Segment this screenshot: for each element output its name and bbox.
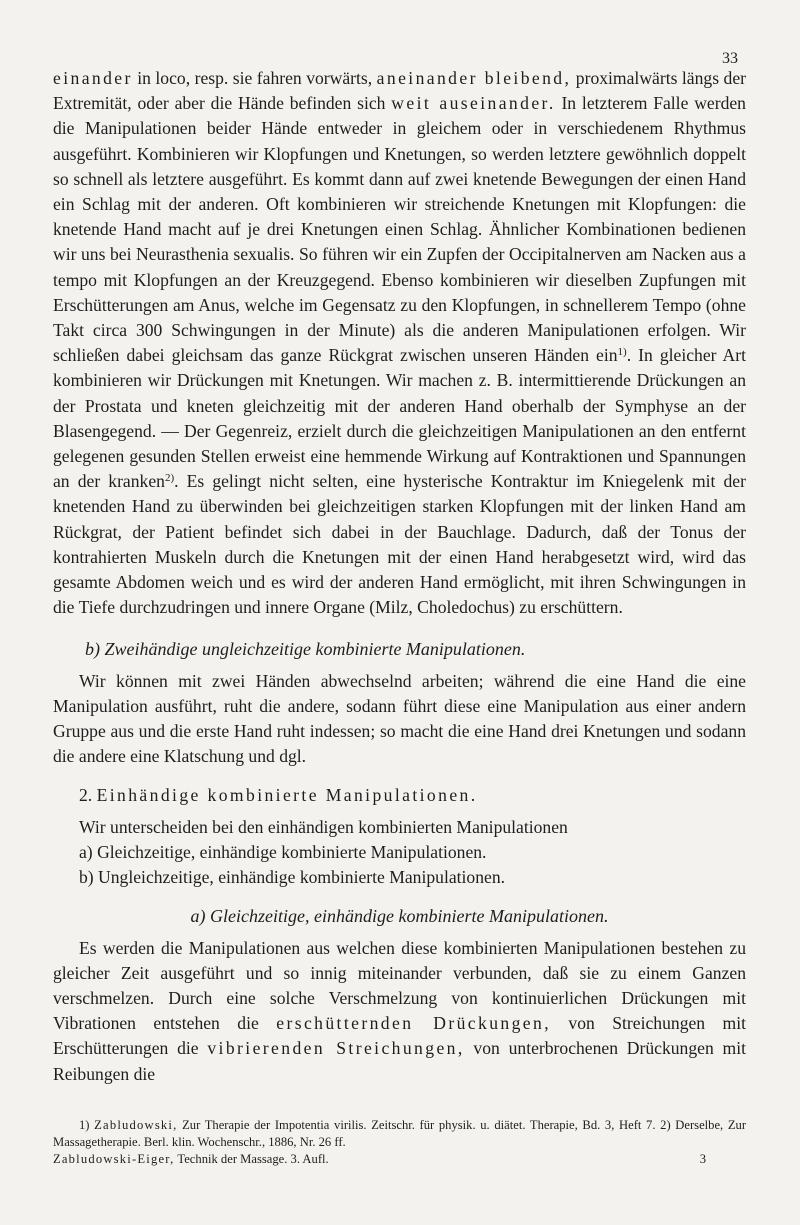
footnote-marker: 2) — [660, 1117, 671, 1132]
emphasis-text: vibrierenden Streichungen, — [207, 1038, 465, 1059]
footnote-author: Zabludowski-Eiger, — [53, 1151, 175, 1166]
body-text: von unterbrochenen Drückungen mit Reibungen die — [53, 1038, 746, 1084]
emphasis-text: erschütternden Drückungen, — [276, 1013, 551, 1034]
body-text: . In gleicher Art kombinieren wir Drückungen mit Knetungen. Wir machen z. B. intermittierende Drückungen an der Prostata und kneten gleichzeitig mit der anderen Hand oberhalb der Symphyse an der Blasengegend. — Der Gegenreiz, erzielt durch die gleichzeitigen Manipulationen an den entfernt gelegenen gesunden Stellen erweist eine hemmende Wirkung auf Kontraktionen und Spannungen an der kranken — [53, 345, 746, 492]
paragraph-1 — [53, 66, 746, 620]
list-item: b) Ungleichzeitige, einhändige kombinierte Manipulationen. — [79, 867, 506, 888]
subheading-a: a) Gleichzeitige, einhändige kombinierte Manipulationen. — [190, 906, 609, 927]
list-item: a) Gleichzeitige, einhändige kombinierte Manipulationen. — [79, 841, 487, 862]
emphasis-text: aneinander bleibend, — [376, 68, 572, 88]
footnote-ref-1[interactable]: 1) — [617, 346, 627, 359]
subheading-b: b) Zweihändige ungleichzeitige kombinierte Manipulationen. — [85, 639, 526, 660]
footnotes — [53, 1117, 746, 1168]
category-list — [53, 840, 746, 890]
footnote-marker: 1) — [79, 1117, 90, 1132]
footnote-3 — [53, 1151, 746, 1168]
emphasis-text: weit auseinander. — [391, 93, 556, 114]
footnote-author: Zabludowski, — [94, 1117, 178, 1132]
body-text: proximalwärts längs der Extremität, oder aber die Hände befinden sich — [53, 68, 746, 114]
page-body — [53, 66, 746, 1168]
section-number: 2. — [79, 785, 97, 806]
paragraph-3: Wir unterscheiden bei den einhändigen kombinierten Manipulationen — [79, 816, 568, 837]
footnote-1 — [53, 1117, 746, 1151]
emphasis-text: einander — [53, 68, 133, 88]
body-text: Es werden die Manipulationen aus welchen diese kombinierten Manipulationen bestehen zu gleicher Zeit ausgeführt und so innig miteinander verbunden, daß sie zu einem Ganzen verschmelzen. Durch eine solche Verschmelzung von kontinuierlichen Drückungen mit Vibrationen entstehen die — [53, 937, 746, 1034]
body-text: . Es gelingt nicht selten, eine hysterische Kontraktur im Kniegelenk mit der knetenden Hand zu überwinden bei gleichzeitigen starken Klopfungen mit der linken Hand am Rückgrat, der Patient befindet sich dabei in der Bauchlage. Dadurch, daß der Tonus der kontrahierten Muskeln durch die Knetungen mit der einen Hand herabgesetzt wird, wird das gesamte Abdomen weich und es wird der anderen Hand ermöglicht, mit ihren Schwingungen in die Tiefe durchzudringen und innere Organe (Milz, Choledochus) zu erschüttern. — [53, 471, 746, 618]
footnote-text: Zur Therapie der Impotentia virilis. Zeitschr. für physik. u. diätet. Therapie, Bd. 3, Heft 7. — [177, 1117, 656, 1132]
footnote-text: Derselbe, Zur Massagetherapie. Berl. klin. Wochenschr., 1886, Nr. 26 ff. — [53, 1117, 747, 1149]
paragraph-4 — [53, 936, 746, 1087]
section-title: Einhändige kombinierte Manipulationen. — [96, 785, 478, 806]
paragraph-2: Wir können mit zwei Händen abwechselnd arbeiten; während die eine Hand die eine Manipulation ausführt, ruht die andere, sodann führt diese eine Manipulation aus einer andern Gruppe aus und die erste Hand ruht indessen; so macht die eine Hand drei Knetungen und sodann die andere eine Klatschung und dgl. — [53, 670, 746, 767]
body-text: in loco, resp. sie fahren vorwärts, — [132, 68, 377, 88]
page-number: 33 — [722, 50, 738, 67]
signature-mark: 3 — [699, 1151, 706, 1166]
footnote-text: Technik der Massage. 3. Aufl. — [174, 1151, 329, 1166]
section-heading-2 — [53, 783, 746, 808]
body-text: In letzterem Falle werden die Manipulationen beider Hände entweder in gleichem oder in verschiedenem Rhythmus ausgeführt. Kombinieren wir Klopfungen und Knetungen, so werden letztere gewöhnlich doppelt so schnell als letztere ausgeführt. Es kommt dann auf zwei knetende Bewegungen der einen Hand ein Schlag mit der anderen. Oft kombinieren wir streichende Knetungen mit Klopfungen: die knetende Hand macht auf je drei Knetungen einen Schlag. Ähnlicher Kombinationen bedienen wir uns bei Neurasthenia sexualis. So führen wir ein Zupfen der Occipitalnerven am Nacken aus a tempo mit Klopfungen an der Kreuzgegend. Ebenso kombinieren wir dieselben Zupfungen mit Erschütterungen am Anus, welche im Gegensatz zu den Klopfungen, in schnellerem Tempo (ohne Takt circa 300 Schwingungen in der Minute) als die anderen Manipulationen erfolgen. Wir schließen dabei gleichsam das ganze Rückgrat zwischen unseren Händen ein — [53, 93, 746, 366]
body-text: von Streichungen mit Erschütterungen die — [53, 1013, 746, 1059]
footnote-ref-2[interactable]: 2) — [164, 472, 175, 485]
